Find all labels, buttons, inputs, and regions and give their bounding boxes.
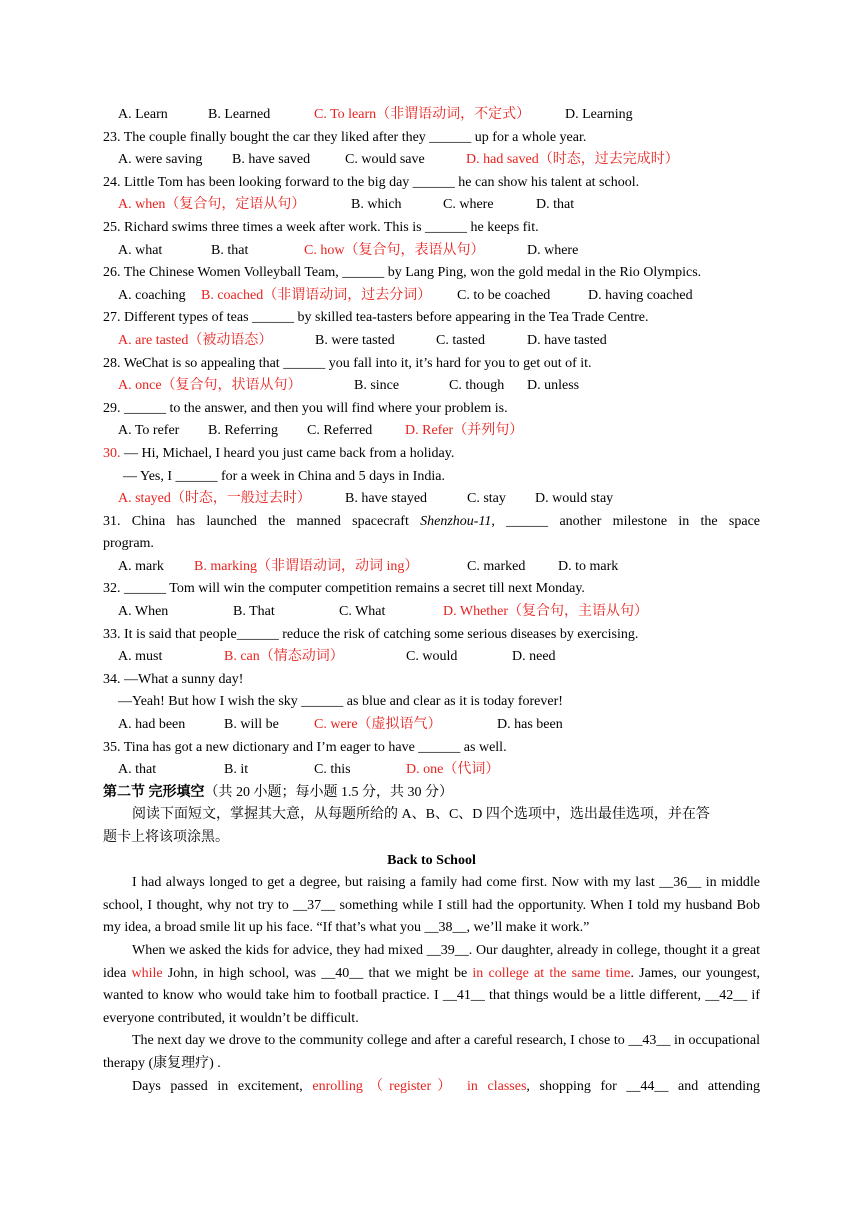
- option-b-answer: B. coached（非谓语动词，过去分词）: [201, 287, 432, 303]
- option-d-answer: D. Whether（复合句，主语从句）: [443, 604, 649, 620]
- question-26-stem: 26. The Chinese Women Volleyball Team, ______ by Lang Ping, won the gold medal in the Rio Olympics.: [103, 265, 702, 281]
- option-a: A. must: [118, 649, 163, 665]
- question-22-options: [103, 104, 760, 127]
- passage-paragraph-2: [103, 940, 760, 1030]
- option-a: A. that: [118, 762, 157, 778]
- option-c: C. Referred: [307, 423, 373, 439]
- option-d: D. having coached: [588, 287, 693, 303]
- question-33-stem: 33. It is said that people______ reduce the risk of catching some serious diseases by exercising.: [103, 626, 639, 642]
- text-part: , shopping for __44__ and attending: [526, 1078, 760, 1094]
- option-d: D. have tasted: [527, 332, 607, 348]
- question-27-stem: 27. Different types of teas ______ by skilled tea-tasters before appearing in the Tea Trade Centre.: [103, 310, 649, 326]
- question-32-options: [103, 601, 760, 624]
- stem-part: , ______ another milestone in the space: [491, 513, 760, 529]
- question-30-line2: — Yes, I ______ for a week in China and 5 days in India.: [123, 468, 445, 484]
- text-part: Days passed in excitement,: [132, 1078, 313, 1094]
- highlight-phrase: in college at the same time: [472, 965, 631, 981]
- option-b: B. it: [224, 762, 249, 778]
- question-31-stem: [103, 511, 760, 534]
- option-b: B. have stayed: [345, 491, 428, 507]
- option-b: B. will be: [224, 717, 279, 733]
- question-31-stem-cont: program.: [103, 536, 154, 552]
- question-34-options: [103, 714, 760, 737]
- section-title: 第二节 完形填空: [103, 784, 205, 800]
- question-23-options: [103, 149, 760, 172]
- exam-page: [103, 104, 760, 1098]
- text-part: When we asked the kids for advice, they had mixed __39__. Our daughter, already in college, thought it a great idea: [103, 942, 760, 981]
- option-c-answer: C. how（复合句，表语从句）: [304, 242, 485, 258]
- question-24-stem: 24. Little Tom has been looking forward to the big day ______ he can show his talent at school.: [103, 174, 640, 190]
- question-30-text: — Hi, Michael, I heard you just came back from a holiday.: [120, 445, 455, 461]
- option-a: A. were saving: [118, 152, 203, 168]
- option-b: B. Referring: [208, 423, 278, 439]
- question-35-stem: 35. Tina has got a new dictionary and I’m eager to have ______ as well.: [103, 739, 507, 755]
- option-b: B. have saved: [232, 152, 311, 168]
- option-d: D. need: [512, 649, 556, 665]
- option-a: A. Learn: [118, 107, 168, 122]
- passage-paragraph-3: The next day we drove to the community college and after a careful research, I chose to __43__ in occupational therapy (康复理疗) .: [103, 1033, 760, 1071]
- option-d: D. where: [527, 242, 579, 258]
- question-28-stem: 28. WeChat is so appealing that ______ you fall into it, it’s hard for you to get out of it.: [103, 355, 592, 371]
- text-part: John, in high school, was __40__ that we might be: [162, 965, 473, 981]
- option-c: C. though: [449, 378, 505, 394]
- option-c: C. to be coached: [457, 287, 551, 303]
- option-c: C. would save: [345, 152, 425, 168]
- option-d: D. that: [536, 197, 575, 213]
- option-c-answer: C. were（虚拟语气）: [314, 717, 442, 733]
- question-30-line1: [103, 443, 760, 466]
- option-c: C. stay: [467, 491, 506, 507]
- question-26-options: [103, 285, 760, 308]
- option-a: A. coaching: [118, 287, 186, 303]
- question-30-number: 30.: [103, 445, 121, 461]
- option-d-answer: D. one（代词）: [406, 762, 500, 778]
- option-b: B. were tasted: [315, 332, 395, 348]
- question-23-stem: 23. The couple finally bought the car they liked after they ______ up for a whole year.: [103, 129, 587, 145]
- question-34-line1: 34. —What a sunny day!: [103, 671, 244, 687]
- text-part: . James, our youngest, wanted to know who would take him to football practice. I __41__ that things would be a little different, __42__ if everyone contributed, it wouldn’t be difficult.: [103, 965, 760, 1026]
- option-a: A. had been: [118, 717, 186, 733]
- stem-part: 31. China has launched the manned spacecraft: [103, 513, 421, 529]
- passage-paragraph-1: I had always longed to get a degree, but raising a family had come first. Now with my last __36__ in middle school, I thought, why not try to __37__ something while I still had the opportunity. When I told my husband Bob my idea, a broad smile lit up his face. “If that’s what you __38__, we’ll make it work.”: [103, 875, 760, 936]
- option-a: A. When: [118, 604, 169, 620]
- question-25-options: [103, 240, 760, 263]
- option-c: C. What: [339, 604, 386, 620]
- option-a-answer: A. are tasted（被动语态）: [118, 332, 273, 348]
- question-25-stem: 25. Richard swims three times a week after work. This is ______ he keeps fit.: [103, 219, 539, 235]
- question-29-options: [103, 420, 760, 443]
- passage-paragraph-4: [103, 1076, 760, 1099]
- option-c: C. this: [314, 762, 351, 778]
- option-b-answer: B. can（情态动词）: [224, 649, 344, 665]
- section-instructions: 阅读下面短文，掌握其大意，从每题所给的 A、B、C、D 四个选项中，选出最佳选项，并在答: [132, 807, 710, 823]
- option-d: D. has been: [497, 717, 563, 733]
- section-header: [103, 782, 760, 805]
- option-b: B. that: [211, 242, 249, 258]
- option-d: D. Learning: [565, 107, 633, 122]
- option-c-answer: C. To learn（非谓语动词，不定式）: [314, 107, 531, 122]
- option-d: D. to mark: [558, 558, 619, 574]
- option-d: D. would stay: [535, 491, 614, 507]
- option-b: B. That: [233, 604, 275, 620]
- spacecraft-name: Shenzhou-11: [420, 513, 492, 529]
- option-c: C. marked: [467, 558, 526, 574]
- option-b-answer: B. marking（非谓语动词，动词 ing）: [194, 558, 419, 574]
- question-29-stem: 29. ______ to the answer, and then you will find where your problem is.: [103, 400, 508, 416]
- option-a-answer: A. once（复合句，状语从句）: [118, 378, 302, 394]
- question-28-options: [103, 375, 760, 398]
- option-c: C. tasted: [436, 332, 485, 348]
- option-c: C. where: [443, 197, 494, 213]
- question-31-options: [103, 556, 760, 579]
- question-33-options: [103, 646, 760, 669]
- question-30-options: [103, 488, 760, 511]
- question-32-stem: 32. ______ Tom will win the computer competition remains a secret till next Monday.: [103, 581, 585, 597]
- question-24-options: [103, 194, 760, 217]
- option-a-answer: A. stayed（时态，一般过去时）: [118, 491, 311, 507]
- passage-title: Back to School: [387, 852, 476, 868]
- highlight-word: while: [131, 965, 163, 981]
- question-27-options: [103, 330, 760, 353]
- option-c: C. would: [406, 649, 458, 665]
- question-35-options: [103, 759, 760, 782]
- highlight-phrase: enrolling（register） in classes: [312, 1078, 527, 1094]
- option-a: A. what: [118, 242, 163, 258]
- section-instructions-cont: 题卡上将该项涂黑。: [103, 830, 229, 845]
- option-b: B. Learned: [208, 107, 271, 122]
- question-34-line2: —Yeah! But how I wish the sky ______ as blue and clear as it is today forever!: [118, 694, 563, 710]
- option-b: B. which: [351, 197, 402, 213]
- option-a: A. To refer: [118, 423, 180, 439]
- option-d: D. unless: [527, 378, 580, 394]
- option-b: B. since: [354, 378, 400, 394]
- option-d-answer: D. Refer（并列句）: [405, 423, 524, 439]
- option-a: A. mark: [118, 558, 164, 574]
- section-info: （共 20 小题；每小题 1.5 分，共 30 分）: [204, 784, 453, 800]
- option-a-answer: A. when（复合句，定语从句）: [118, 197, 306, 213]
- option-d-answer: D. had saved（时态，过去完成时）: [466, 152, 679, 168]
